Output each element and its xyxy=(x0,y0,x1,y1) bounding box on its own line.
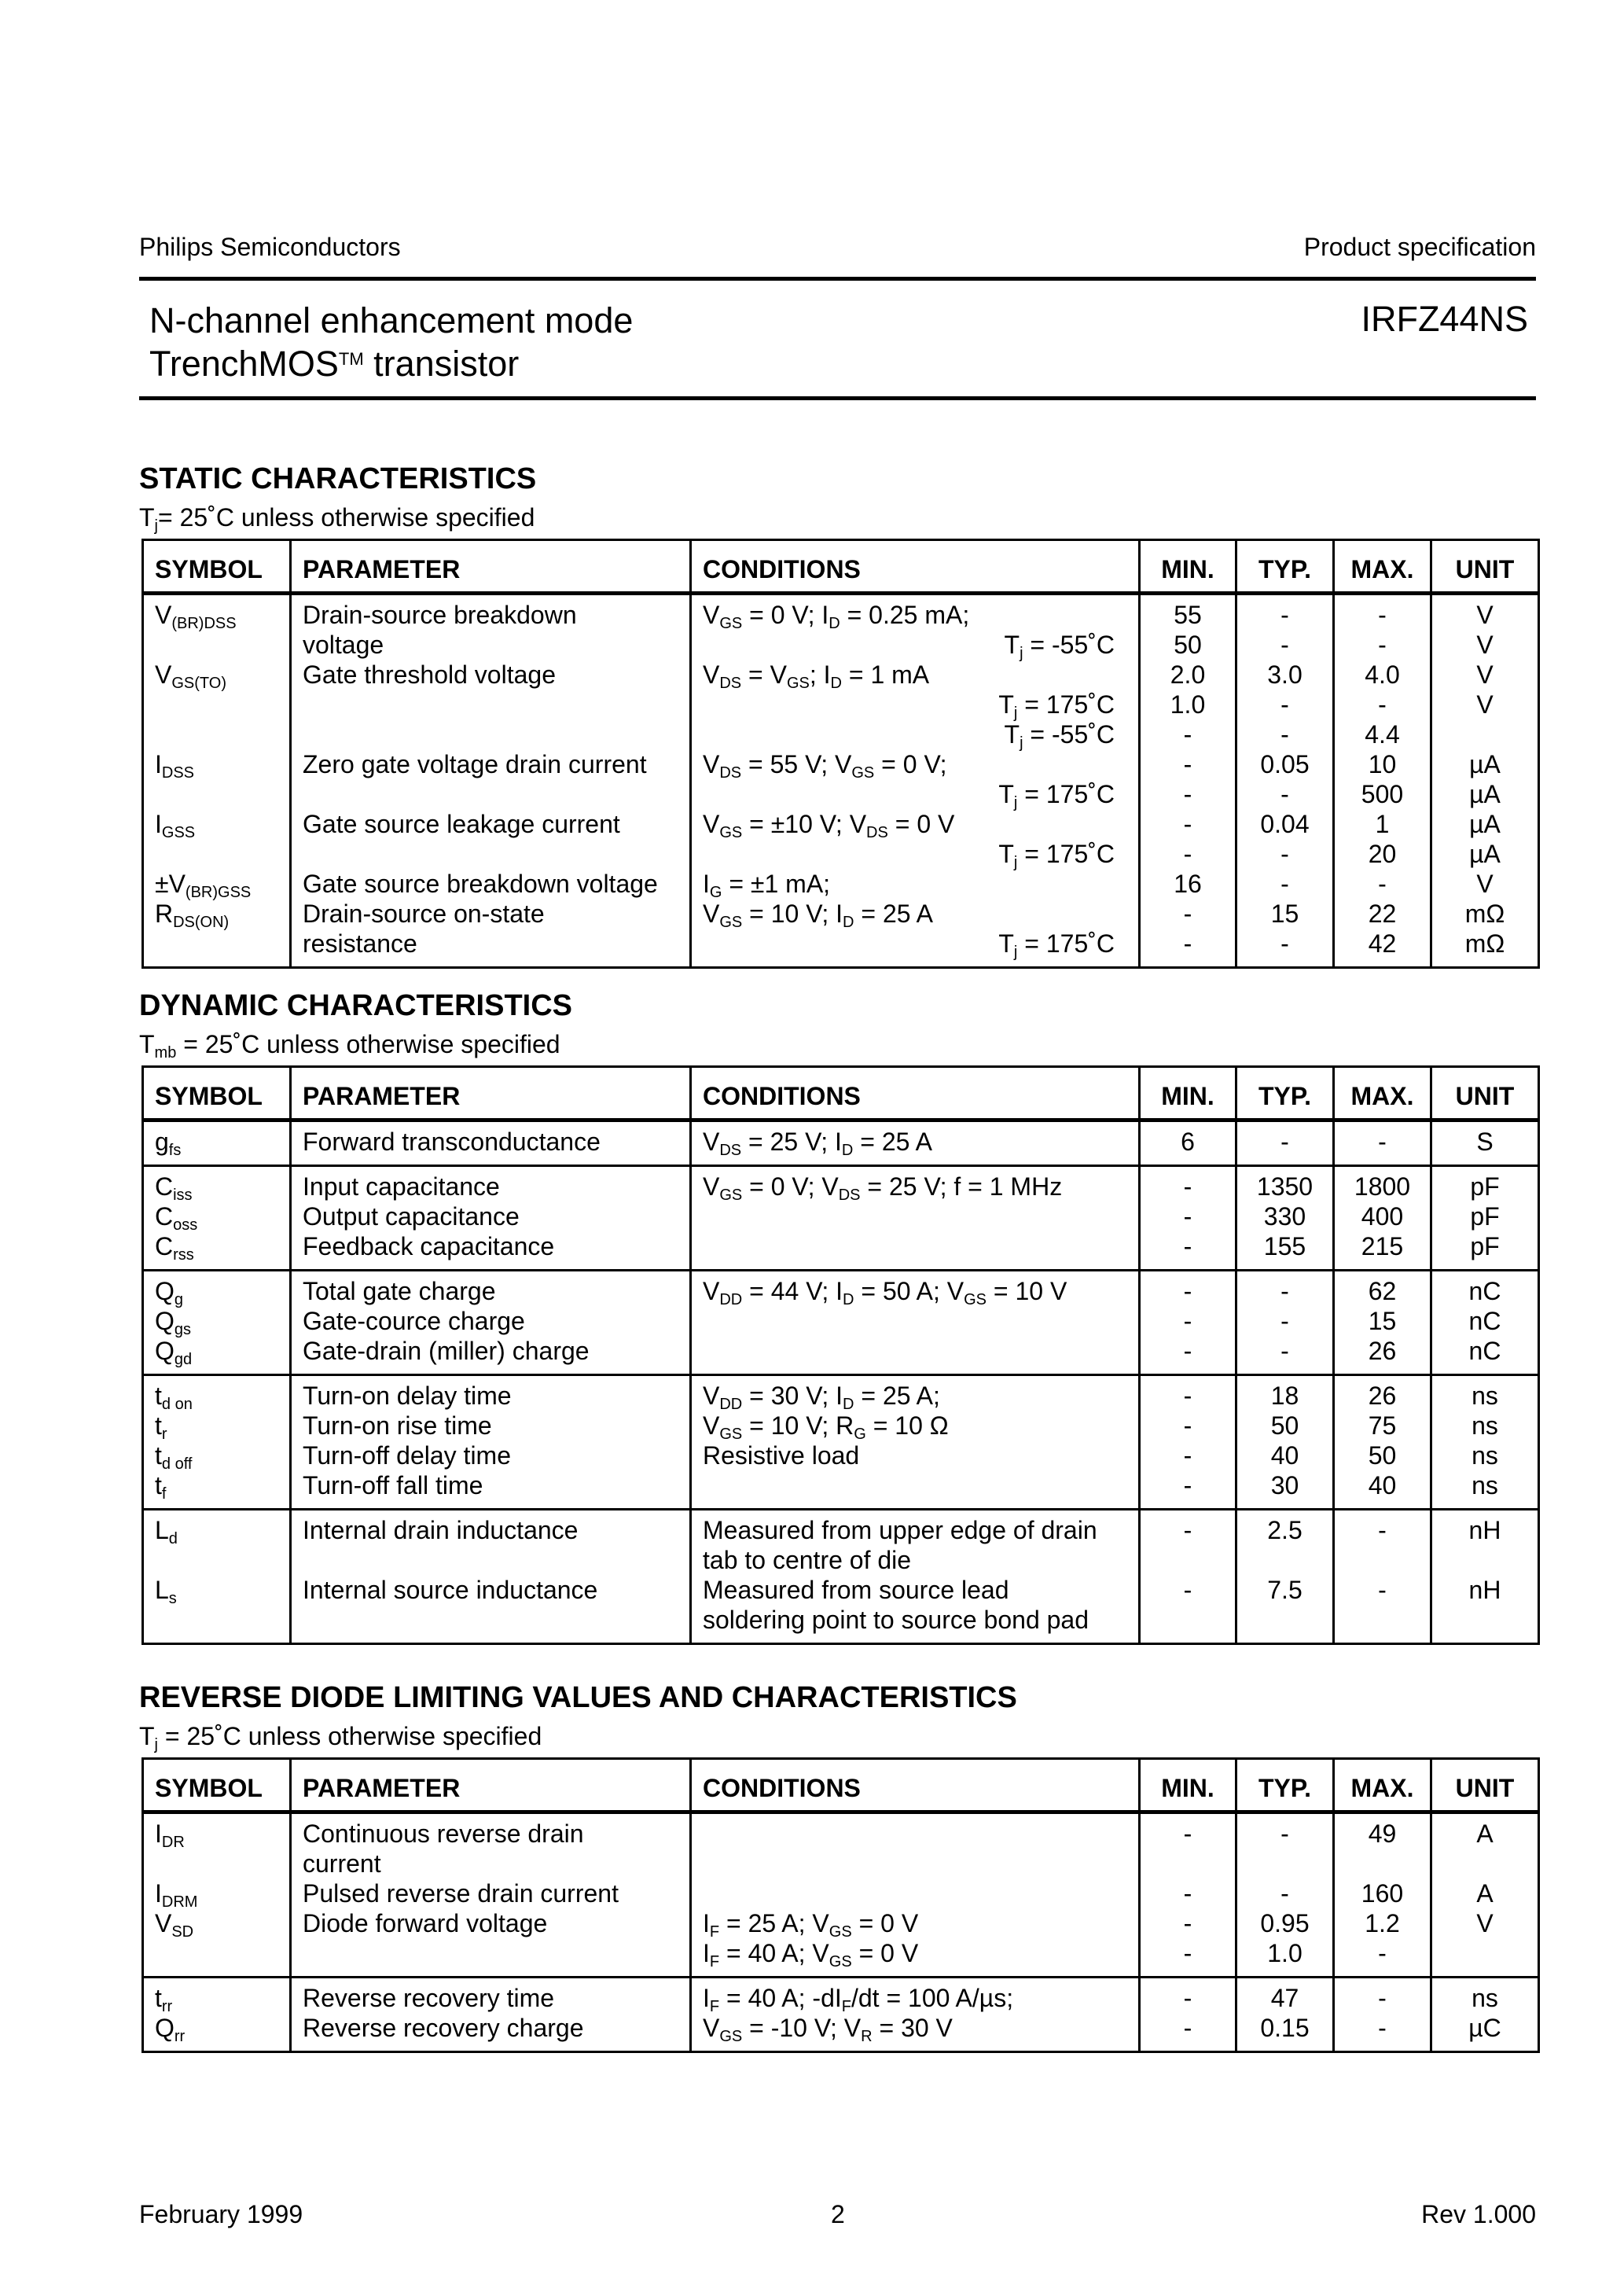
max-cell: 62 15 26 xyxy=(1334,1271,1431,1375)
max-cell: 1800 400 215 xyxy=(1334,1166,1431,1271)
max-cell: - - xyxy=(1334,1510,1431,1644)
col-conditions: CONDITIONS xyxy=(691,540,1140,594)
unit-cell: A A V xyxy=(1431,1812,1539,1978)
reverse-section-condition: $T_j$ = 25˚C unless otherwise specified xyxy=(139,1722,542,1753)
col-unit: UNIT xyxy=(1431,1759,1539,1812)
col-symbol: SYMBOL xyxy=(143,1759,291,1812)
document-title xyxy=(149,299,633,385)
parameter-cell: Turn-on delay time Turn-on rise time Turn-off delay time Turn-off fall time xyxy=(291,1375,691,1510)
conditions-cell: Measured from upper edge of drain tab to centre of die Measured from source lead soldering point to source bond pad xyxy=(691,1510,1140,1644)
table-row xyxy=(143,594,1539,968)
document-type: Product specification xyxy=(1303,233,1536,261)
footer-revision: Rev 1.000 xyxy=(1421,2200,1536,2228)
col-conditions: CONDITIONS xyxy=(691,1067,1140,1120)
table-row xyxy=(143,1978,1539,2052)
conditions-cell: $V_{DS} = 25$ V; $I_D = 25$ A xyxy=(691,1120,1140,1166)
col-unit: UNIT xyxy=(1431,540,1539,594)
title-line-1: N-channel enhancement mode xyxy=(149,300,634,340)
unit-cell: nC nC nC xyxy=(1431,1271,1539,1375)
symbol-cell: $L_d$ $L_s$ xyxy=(143,1510,291,1644)
typ-cell: 47 0.15 xyxy=(1236,1978,1334,2052)
conditions-cell: $V_{GS} = 0$ V; $V_{DS} = 25$ V; f = 1 MHz xyxy=(691,1166,1140,1271)
min-cell: 55 50 2.0 1.0 - - - - - 16 - - xyxy=(1140,594,1236,968)
dynamic-section-condition: $T_{mb}$ = 25˚C unless otherwise specified xyxy=(139,1030,560,1062)
max-cell: - - 4.0 - 4.4 10 500 1 20 - 22 42 xyxy=(1334,594,1431,968)
min-cell: - - xyxy=(1140,1510,1236,1644)
max-cell: - xyxy=(1334,1120,1431,1166)
min-cell: - - - xyxy=(1140,1166,1236,1271)
col-typ: TYP. xyxy=(1236,540,1334,594)
col-typ: TYP. xyxy=(1236,1067,1334,1120)
unit-cell: ns ns ns ns xyxy=(1431,1375,1539,1510)
col-min: MIN. xyxy=(1140,1067,1236,1120)
min-cell: 6 xyxy=(1140,1120,1236,1166)
max-cell: 26 75 50 40 xyxy=(1334,1375,1431,1510)
typ-cell: 1350 330 155 xyxy=(1236,1166,1334,1271)
max-cell: 49 160 1.2 - xyxy=(1334,1812,1431,1978)
min-cell: - - xyxy=(1140,1978,1236,2052)
symbol-cell: $V_{(BR)DSS}$ $V_{GS(TO)}$ $I_{DSS}$ $I_{GSS}$ $\pm V_{(BR)GSS}$ $R_{DS(ON)}$ xyxy=(143,594,291,968)
unit-cell: ns µC xyxy=(1431,1978,1539,2052)
conditions-cell: $V_{GS} = 0$ V; $I_D = 0.25$ mA; $T_j$ = -55˚C $V_{DS} = V_{GS}$; $I_D = 1$ mA $T_j$ = 175˚C $T_j$ = -55˚C $V_{DS} = 55$ V; $V_{GS} = 0$ V; $T_j$ = 175˚C $V_{GS} = \pm 10$ V; $V_{DS} = 0$ V $T_j$ = 175˚C $I_G = \pm 1$ mA; $V_{GS} = 10$ V; $I_D = 25$ A $T_j$ = 175˚C xyxy=(691,594,1140,968)
parameter-cell: Input capacitance Output capacitance Feedback capacitance xyxy=(291,1166,691,1271)
parameter-cell: Continuous reverse drain current Pulsed reverse drain current Diode forward voltage xyxy=(291,1812,691,1978)
min-cell: - - - - xyxy=(1140,1375,1236,1510)
table-row xyxy=(143,1271,1539,1375)
reverse-section-title: REVERSE DIODE LIMITING VALUES AND CHARACTERISTICS xyxy=(139,1681,1017,1714)
max-cell: - - xyxy=(1334,1978,1431,2052)
symbol-cell: $t_{rr}$ $Q_{rr}$ xyxy=(143,1978,291,2052)
symbol-cell: $Q_g$ $Q_{gs}$ $Q_{gd}$ xyxy=(143,1271,291,1375)
dynamic-section-title: DYNAMIC CHARACTERISTICS xyxy=(139,989,572,1022)
unit-cell: V V V V µA µA µA µA V mΩ mΩ xyxy=(1431,594,1539,968)
typ-cell: - - - xyxy=(1236,1271,1334,1375)
conditions-cell: $V_{DD} = 44$ V; $I_D = 50$ A; $V_{GS} = 10$ V xyxy=(691,1271,1140,1375)
symbol-cell: $I_{DR}$ $I_{DRM}$ $V_{SD}$ xyxy=(143,1812,291,1978)
footer-page-number: 2 xyxy=(831,2200,845,2228)
typ-cell: 18 50 40 30 xyxy=(1236,1375,1334,1510)
unit-cell: S xyxy=(1431,1120,1539,1166)
col-max: MAX. xyxy=(1334,1759,1431,1812)
parameter-cell: Forward transconductance xyxy=(291,1120,691,1166)
typ-cell: - - 3.0 - - 0.05 - 0.04 - - 15 - xyxy=(1236,594,1334,968)
header-rule xyxy=(139,277,1536,281)
col-parameter: PARAMETER xyxy=(291,540,691,594)
static-section-condition: $T_j=$ 25˚C unless otherwise specified xyxy=(139,503,535,535)
title-line-2: TrenchMOS™ transistor xyxy=(149,344,520,384)
symbol-cell: $g_{fs}$ xyxy=(143,1120,291,1166)
col-min: MIN. xyxy=(1140,540,1236,594)
col-max: MAX. xyxy=(1334,540,1431,594)
unit-cell: pF pF pF xyxy=(1431,1166,1539,1271)
col-symbol: SYMBOL xyxy=(143,1067,291,1120)
col-max: MAX. xyxy=(1334,1067,1431,1120)
static-section-title: STATIC CHARACTERISTICS xyxy=(139,462,537,495)
typ-cell: 2.5 7.5 xyxy=(1236,1510,1334,1644)
min-cell: - - - xyxy=(1140,1271,1236,1375)
reverse-diode-table xyxy=(141,1757,1540,2053)
title-rule xyxy=(139,396,1536,400)
min-cell: - - - - xyxy=(1140,1812,1236,1978)
parameter-cell: Internal drain inductance Internal source inductance xyxy=(291,1510,691,1644)
col-parameter: PARAMETER xyxy=(291,1759,691,1812)
parameter-cell: Total gate charge Gate-cource charge Gate-drain (miller) charge xyxy=(291,1271,691,1375)
dynamic-characteristics-table xyxy=(141,1065,1540,1645)
col-symbol: SYMBOL xyxy=(143,540,291,594)
table-row xyxy=(143,1812,1539,1978)
part-number: IRFZ44NS xyxy=(1361,299,1528,339)
unit-cell: nH nH xyxy=(1431,1510,1539,1644)
col-conditions: CONDITIONS xyxy=(691,1759,1140,1812)
table-row xyxy=(143,1166,1539,1271)
company-name: Philips Semiconductors xyxy=(139,233,401,261)
conditions-cell: $I_F = 40$ A; $-dI_F/dt = 100$ A/µs; $V_{GS} = -10$ V; $V_R = 30$ V xyxy=(691,1978,1140,2052)
symbol-cell: $C_{iss}$ $C_{oss}$ $C_{rss}$ xyxy=(143,1166,291,1271)
col-unit: UNIT xyxy=(1431,1067,1539,1120)
conditions-cell: $V_{DD} = 30$ V; $I_D = 25$ A; $V_{GS} = 10$ V; $R_G = 10$ Ω Resistive load xyxy=(691,1375,1140,1510)
parameter-cell: Drain-source breakdown voltage Gate threshold voltage Zero gate voltage drain current Gate source leakage current Gate source breakdown voltage Drain-source on-state resistance xyxy=(291,594,691,968)
symbol-cell: $t_{d on}$ $t_r$ $t_{d off}$ $t_f$ xyxy=(143,1375,291,1510)
conditions-cell: $I_F = 25$ A; $V_{GS} = 0$ V $I_F = 40$ A; $V_{GS} = 0$ V xyxy=(691,1812,1140,1978)
typ-cell: - - 0.95 1.0 xyxy=(1236,1812,1334,1978)
parameter-cell: Reverse recovery time Reverse recovery charge xyxy=(291,1978,691,2052)
footer-date: February 1999 xyxy=(139,2200,303,2228)
col-parameter: PARAMETER xyxy=(291,1067,691,1120)
table-row xyxy=(143,1510,1539,1644)
table-row xyxy=(143,1120,1539,1166)
col-min: MIN. xyxy=(1140,1759,1236,1812)
typ-cell: - xyxy=(1236,1120,1334,1166)
static-characteristics-table xyxy=(141,539,1540,969)
table-row xyxy=(143,1375,1539,1510)
col-typ: TYP. xyxy=(1236,1759,1334,1812)
